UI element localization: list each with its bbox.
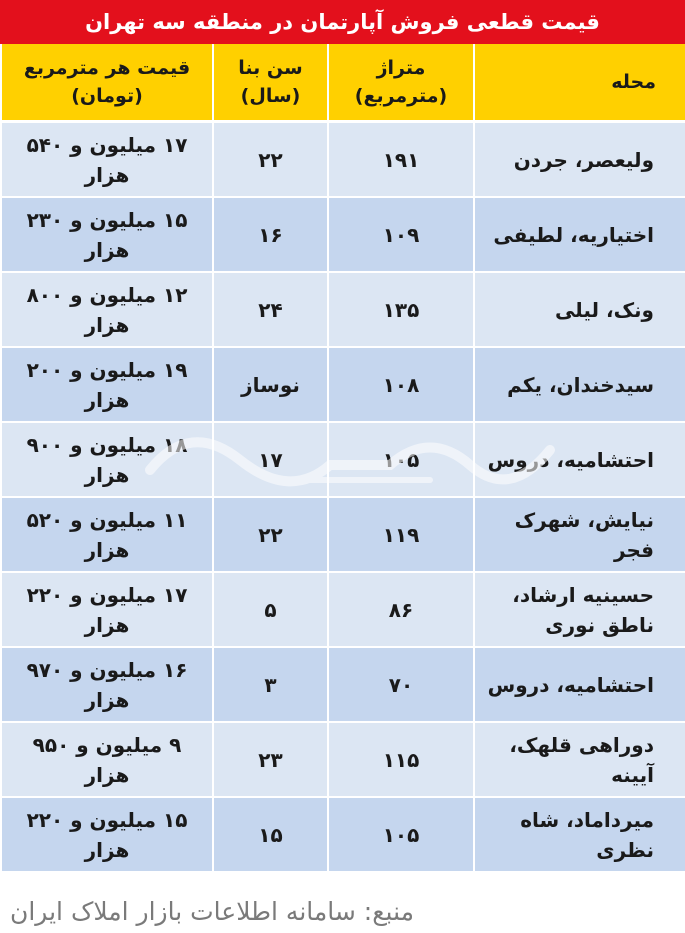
header-price: قیمت هر مترمربع (تومان) <box>1 44 213 122</box>
cell-price: ۱۵ میلیون و ۲۲۰ هزار <box>1 797 213 872</box>
table-title: قیمت قطعی فروش آپارتمان در منطقه سه تهران <box>0 0 685 44</box>
cell-neighborhood: حسینیه ارشاد، ناطق نوری <box>474 572 685 647</box>
cell-area: ۱۱۹ <box>328 497 474 572</box>
source-note: منبع: سامانه اطلاعات بازار املاک ایران <box>10 897 415 926</box>
cell-area: ۷۰ <box>328 647 474 722</box>
table-row <box>1 647 685 722</box>
table-row <box>1 797 685 872</box>
cell-price: ۱۷ میلیون و ۵۴۰ هزار <box>1 122 213 198</box>
cell-price: ۱۱ میلیون و ۵۲۰ هزار <box>1 497 213 572</box>
cell-age: ۵ <box>213 572 328 647</box>
cell-price: ۱۲ میلیون و ۸۰۰ هزار <box>1 272 213 347</box>
cell-neighborhood: سیدخندان، یکم <box>474 347 685 422</box>
cell-neighborhood: احتشامیه، دروس <box>474 422 685 497</box>
header-row <box>1 44 685 122</box>
cell-neighborhood: ونک، لیلی <box>474 272 685 347</box>
cell-age: ۲۴ <box>213 272 328 347</box>
cell-neighborhood: احتشامیه، دروس <box>474 647 685 722</box>
cell-age: نوساز <box>213 347 328 422</box>
cell-price: ۹ میلیون و ۹۵۰ هزار <box>1 722 213 797</box>
header-age: سن بنا (سال) <box>213 44 328 122</box>
cell-area: ۱۰۵ <box>328 422 474 497</box>
cell-age: ۳ <box>213 647 328 722</box>
cell-area: ۱۱۵ <box>328 722 474 797</box>
table-row <box>1 722 685 797</box>
cell-area: ۱۰۵ <box>328 797 474 872</box>
cell-area: ۱۰۸ <box>328 347 474 422</box>
cell-age: ۱۷ <box>213 422 328 497</box>
table-row <box>1 122 685 198</box>
table-row <box>1 347 685 422</box>
cell-age: ۱۵ <box>213 797 328 872</box>
table-row <box>1 572 685 647</box>
price-table <box>0 44 685 873</box>
header-area: متراژ (مترمربع) <box>328 44 474 122</box>
cell-price: ۱۸ میلیون و ۹۰۰ هزار <box>1 422 213 497</box>
cell-area: ۱۳۵ <box>328 272 474 347</box>
cell-neighborhood: میرداماد، شاه نظری <box>474 797 685 872</box>
table-row <box>1 497 685 572</box>
cell-age: ۱۶ <box>213 197 328 272</box>
cell-neighborhood: اختیاریه، لطیفی <box>474 197 685 272</box>
cell-area: ۱۹۱ <box>328 122 474 198</box>
cell-neighborhood: نیایش، شهرک فجر <box>474 497 685 572</box>
cell-price: ۱۵ میلیون و ۲۳۰ هزار <box>1 197 213 272</box>
header-neighborhood: محله <box>474 44 685 122</box>
table-row <box>1 422 685 497</box>
cell-price: ۱۶ میلیون و ۹۷۰ هزار <box>1 647 213 722</box>
cell-age: ۲۲ <box>213 122 328 198</box>
cell-price: ۱۷ میلیون و ۲۲۰ هزار <box>1 572 213 647</box>
cell-neighborhood: ولیعصر، جردن <box>474 122 685 198</box>
cell-price: ۱۹ میلیون و ۲۰۰ هزار <box>1 347 213 422</box>
table-row <box>1 272 685 347</box>
cell-area: ۸۶ <box>328 572 474 647</box>
cell-age: ۲۳ <box>213 722 328 797</box>
table-row <box>1 197 685 272</box>
cell-area: ۱۰۹ <box>328 197 474 272</box>
cell-age: ۲۲ <box>213 497 328 572</box>
cell-neighborhood: دوراهی قلهک، آیینه <box>474 722 685 797</box>
